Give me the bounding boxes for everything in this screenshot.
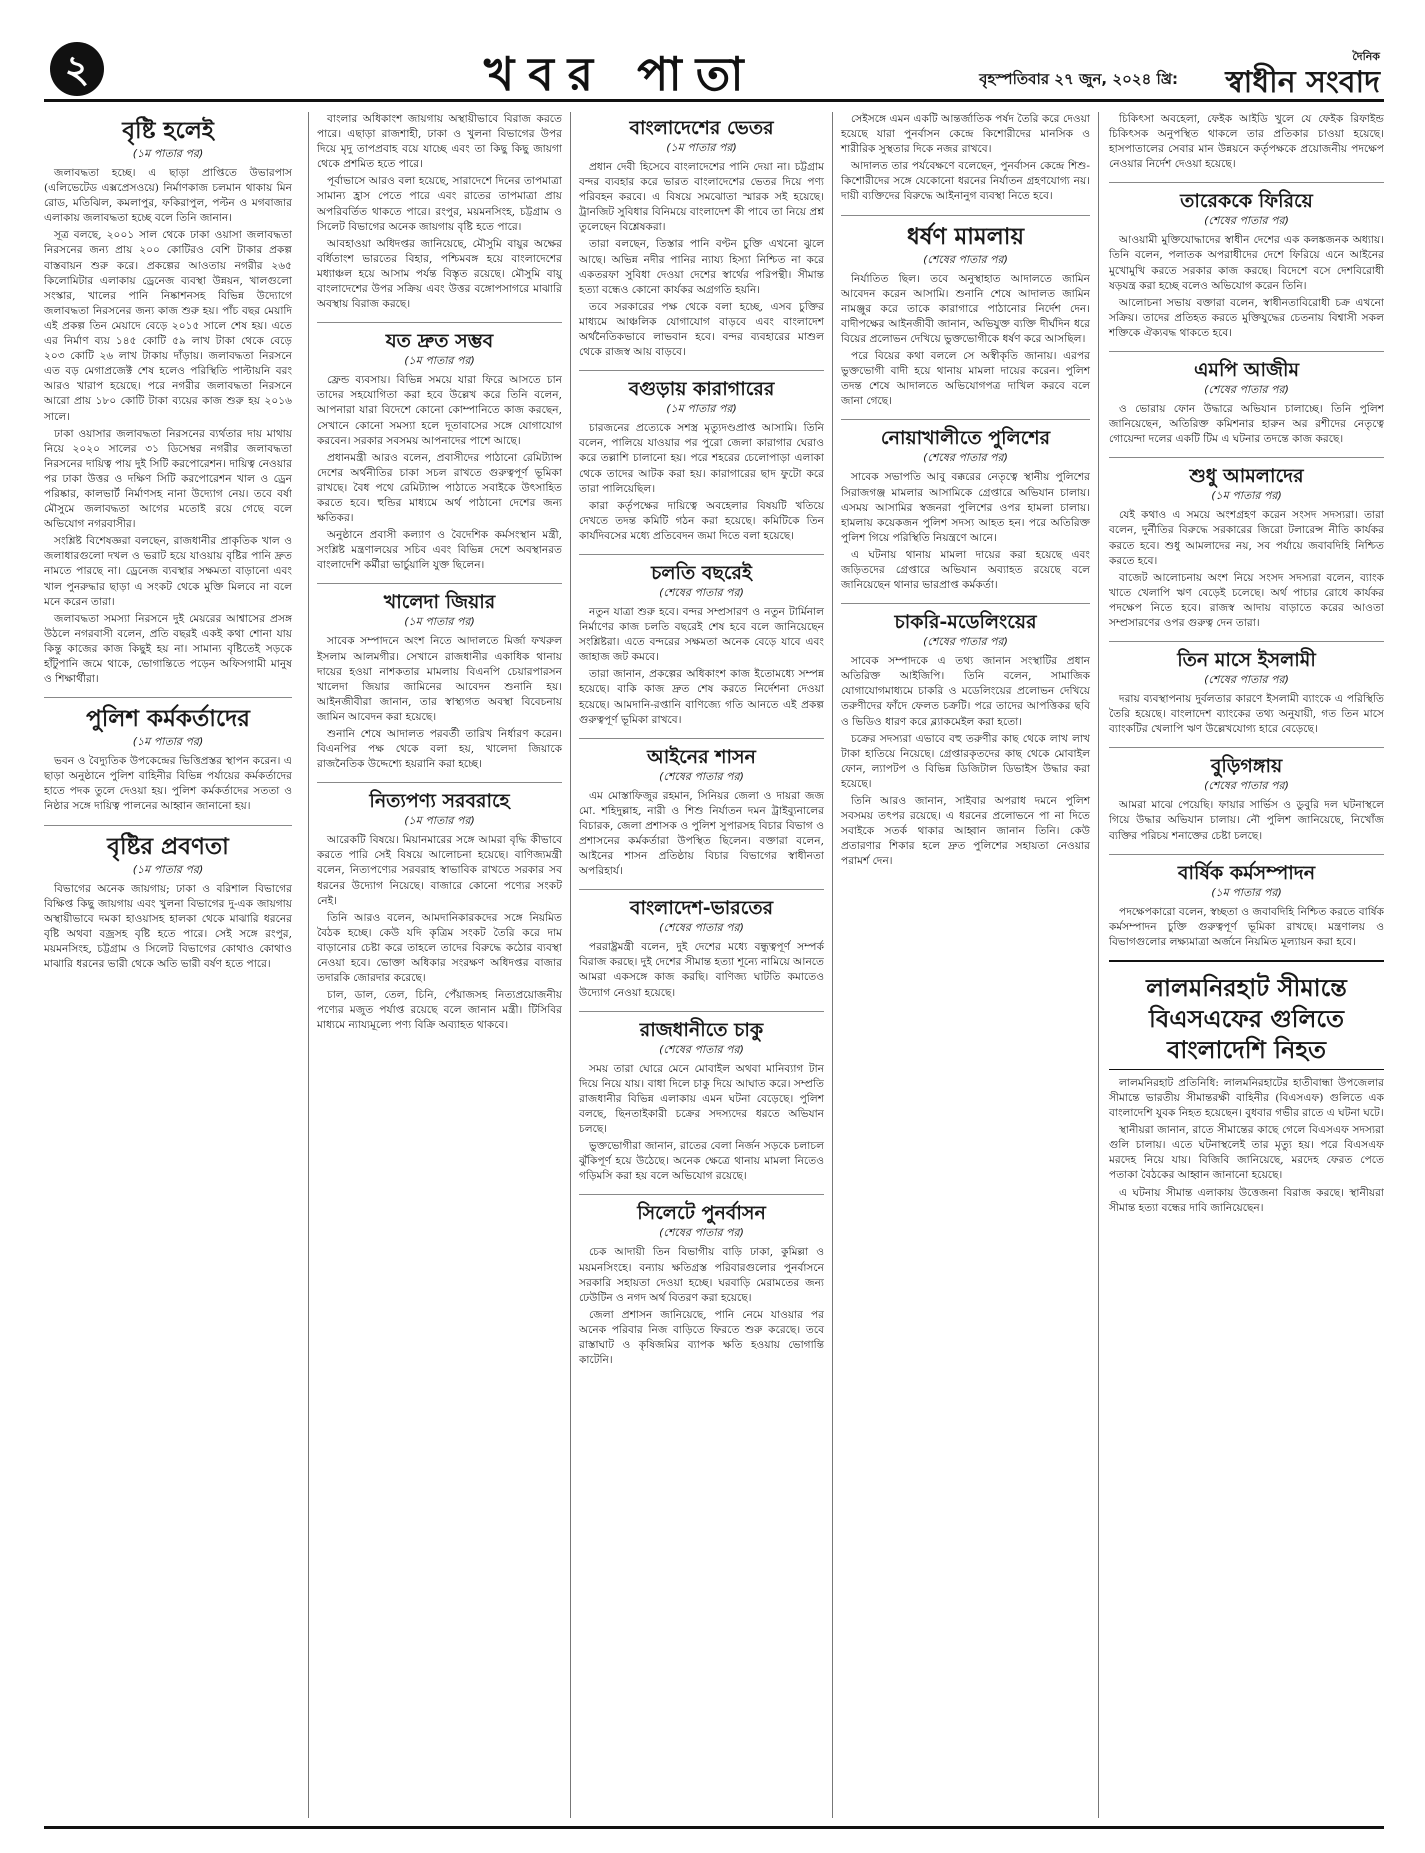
paragraph: তবে সরকারের পক্ষ থেকে বলা হচ্ছে, এসব চুক্তির মাধ্যমে আঞ্চলিক যোগাযোগ বাড়বে এবং বাংলাদেশ অর্থনৈতিকভাবে লাভবান হবে। বন্দর ব্যবহারের মাশুল থেকে রাজস্ব আয় বাড়বে।	[579, 300, 824, 359]
story-body	[1109, 112, 1384, 172]
story-headline: বৃষ্টির প্রবণতা	[107, 832, 229, 860]
story-headline: নিত্যপণ্য সরবরাহে	[369, 790, 510, 813]
divider	[841, 603, 1090, 604]
divider	[1109, 351, 1384, 352]
story-body	[579, 1245, 824, 1368]
story-body	[1109, 402, 1384, 447]
section-title: খবর পাতা	[484, 47, 758, 101]
story-headline: বুড়িগঙ্গায়	[1210, 755, 1283, 778]
paragraph: সংশ্লিষ্ট বিশেষজ্ঞরা বলছেন, রাজধানীর প্রাকৃতিক খাল ও জলাধারগুলো দখল ও ভরাট হয়ে যাওয়ায় বৃষ্টির পানি দ্রুত নামতে পারছে না। ড্রেনেজ ব্যবস্থার সক্ষমতা বাড়ানো এবং খাল পুনরুদ্ধার ছাড়া এ সংকট থেকে মুক্তি মিলবে না বলে মনে করেন তারা।	[44, 535, 292, 608]
story-headline: তিন মাসে ইসলামী	[1177, 649, 1316, 672]
story-bangladesh-india	[579, 896, 824, 1000]
story-headline: খালেদা জিয়ার	[383, 591, 496, 614]
paragraph: এ ঘটনায় থানায় মামলা দায়ের করা হয়েছে এবং জড়িতদের গ্রেপ্তারে অভিযান অব্যাহত রয়েছে বলে জানিয়েছেন থানার ভারপ্রাপ্ত কর্মকর্তা।	[841, 548, 1090, 592]
story-headline: পুলিশ কর্মকর্তাদের	[86, 705, 250, 733]
divider	[1109, 747, 1384, 748]
continuation-note: (শেষের পাতার পর)	[1204, 673, 1289, 687]
bottom-rule	[44, 1826, 1384, 1829]
column-5	[1098, 112, 1384, 1818]
paragraph: নতুন যাত্রা শুরু হবে। বন্দর সম্প্রসারণ ও নতুন টার্মিনাল নির্মাণের কাজ চলতি বছরেই শেষ হবে বলে জানিয়েছেন সংশ্লিষ্টরা। এতে বন্দরের সক্ষমতা অনেক বেড়ে যাবে এবং জাহাজ জট কমবে।	[579, 605, 824, 664]
paragraph: জেলা প্রশাসন জানিয়েছে, পানি নেমে যাওয়ার পর অনেক পরিবার নিজ বাড়িতে ফিরতে শুরু করেছে। তবে রাস্তাঘাট ও কৃষিজমির ব্যাপক ক্ষতি হওয়ায় ভোগান্তি কাটেনি।	[579, 1308, 824, 1367]
story-rain-trend	[44, 832, 292, 973]
story-headline: ধর্ষণ মামলায়	[906, 222, 1025, 250]
story-body	[317, 634, 562, 772]
story-headline: বার্ষিক কর্মসম্পাদন	[1177, 861, 1316, 884]
paragraph: যেই কথাও এ সময়ে অংশগ্রহণ করেন সংসদ সদস্যরা। তারা বলেন, দুর্নীতির বিরুদ্ধে সরকারের জিরো টলারেন্স নীতি কার্যকর করতে হবে। শুধু আমলাদের নয়, সব পর্যায়ে জবাবদিহি নিশ্চিত করতে হবে।	[1109, 509, 1384, 567]
continuation-note: (১ম পাতার পর)	[404, 615, 475, 629]
feature-headline-box	[1109, 960, 1384, 1070]
story-headline: চাকরি-মডেলিংয়ের	[894, 611, 1037, 634]
continuation-note: (শেষের পাতার পর)	[1204, 779, 1289, 793]
paragraph: আরেকটি বিষয়ে। মিয়ানমারের সঙ্গে আমরা বৃদ্ধি কীভাবে করতে পারি সেই বিষয়ে আলোচনা হয়েছে। বাণিজ্যমন্ত্রী বলেন, নিত্যপণ্যের সরবরাহ স্বাভাবিক রাখতে সরকার সব ধরনের উদ্যোগ নিয়েছে। বাজারে কোনো পণ্যের সংকট নেই।	[317, 834, 562, 907]
column-3	[570, 112, 832, 1818]
masthead	[44, 38, 1384, 102]
continuation-note: (শেষের পাতার পর)	[1204, 383, 1289, 397]
story-body	[44, 754, 292, 814]
story-rule-of-law	[579, 745, 824, 880]
story-body	[317, 112, 562, 312]
story-body	[579, 1062, 824, 1185]
paragraph: আমরা মাঝে পেয়েছি। ফায়ার সার্ভিস ও ডুবুরি দল ঘটনাস্থলে গিয়ে উদ্ধার অভিযান চালায়। নৌ পুলিশ জানিয়েছে, নিখোঁজ ব্যক্তির পরিচয় শনাক্তের চেষ্টা চলছে।	[1109, 799, 1384, 842]
story-headline: সিলেটে পুনর্বাসন	[637, 1202, 766, 1225]
feature-headline: লালমনিরহাট সীমান্তে বিএসএফের গুলিতে বাংলাদেশি নিহত	[1146, 972, 1347, 1064]
paragraph: ভবন ও বৈদ্যুতিক উপকেন্দ্রের ভিত্তিপ্রস্তর স্থাপন করেন। এ ছাড়া অনুষ্ঠানে পুলিশ বাহিনীর বিভিন্ন পর্যায়ের কর্মকর্তাদের হাতে পদক তুলে দেওয়া হয়। পুলিশ কর্মকর্তাদের সততা ও নিষ্ঠার সঙ্গে দায়িত্ব পালনের আহ্বান জানানো হয়।	[44, 755, 292, 813]
paragraph: তিনি আরও জানান, সাইবার অপরাধ দমনে পুলিশ সবসময় তৎপর রয়েছে। এ ধরনের প্রলোভনে পা না দিতে সবাইকে সতর্ক থাকার আহ্বান জানান তিনি। কেউ প্রতারণার শিকার হলে দ্রুত পুলিশের সহায়তা নেওয়ার পরামর্শ দেন।	[841, 795, 1090, 868]
paragraph: অনুষ্ঠানে প্রবাসী কল্যাণ ও বৈদেশিক কর্মসংস্থান মন্ত্রী, সংশ্লিষ্ট মন্ত্রণালয়ের সচিব এবং বিভিন্ন দেশে অবস্থানরত বাংলাদেশি কর্মীরা ভার্চুয়ালি যুক্ত ছিলেন।	[317, 529, 562, 572]
story-job-modeling	[841, 610, 1090, 869]
divider	[579, 738, 824, 739]
story-police-officers	[44, 704, 292, 814]
continuation-note: (১ম পাতার পর)	[1211, 885, 1282, 899]
story-islami-bank	[1109, 648, 1384, 737]
paragraph: এম মোস্তাফিজুর রহমান, সিনিয়র জেলা ও দায়রা জজ মো. শহিদুল্লাহ, নারী ও শিশু নির্যাতন দমন ট্রাইব্যুনালের বিচারক, জেলা প্রশাসক ও পুলিশ সুপারসহ বিচার বিভাগ ও প্রশাসনের কর্মকর্তারা উপস্থিত ছিলেন। বক্তারা বলেন, আইনের শাসন প্রতিষ্ঠায় বিচার বিভাগের স্বাধীনতা অপরিহার্য।	[579, 789, 824, 878]
continuation-note: (শেষের পাতার পর)	[923, 451, 1008, 465]
divider	[579, 370, 824, 371]
story-headline: বগুড়ায় কারাগারের	[628, 378, 775, 401]
divider	[579, 889, 824, 890]
story-headline: এমপি আজীম	[1193, 359, 1300, 382]
paragraph: পরে বিয়ের কথা বললে সে অস্বীকৃতি জানায়। এরপর ভুক্তভোগী বাদী হয়ে থানায় মামলা দায়ের করেন। পুলিশ তদন্ত শেষে আদালতে অভিযোগপত্র দাখিল করবে বলে জানা গেছে।	[841, 350, 1090, 408]
story-headline: রাজধানীতে চাকু	[639, 1018, 764, 1041]
column-1	[44, 112, 300, 1818]
newspaper-page	[44, 38, 1384, 1818]
story-rape-case	[841, 222, 1090, 410]
paragraph: চেক আদায়ী তিন বিভাগীয় বাড়ি ঢাকা, কুমিল্লা ও ময়মনসিংহে। বন্যায় ক্ষতিগ্রস্ত পরিবারগুলোর পুনর্বাসনে সরকারি সহায়তা দেওয়া হচ্ছে। ঘরবাড়ি মেরামতের জন্য ঢেউটিন ও নগদ অর্থ বিতরণ করা হয়েছে।	[579, 1246, 824, 1304]
paragraph: চাল, ডাল, তেল, চিনি, পেঁয়াজসহ নিত্যপ্রয়োজনীয় পণ্যের মজুত পর্যাপ্ত রয়েছে বলে জানান মন্ত্রী। টিসিবির মাধ্যমে ন্যায্যমূল্যে পণ্য বিক্রি অব্যাহত থাকবে।	[317, 989, 562, 1032]
story-capital-knife	[579, 1018, 824, 1185]
story-body	[1109, 1076, 1384, 1216]
continuation-note: (শেষের পাতার পর)	[659, 769, 744, 783]
story-hospital-continued	[1109, 112, 1384, 172]
story-body	[841, 654, 1090, 869]
paragraph: লালমনিরহাট প্রতিনিধি: লালমনিরহাটের হাতীবান্ধা উপজেলার সীমান্তে ভারতীয় সীমান্তরক্ষী বাহিনীর (বিএসএফ) গুলিতে এক বাংলাদেশি যুবক নিহত হয়েছেন। বুধবার গভীর রাতে এ ঘটনা ঘটে।	[1109, 1076, 1384, 1120]
paragraph: বাজেট আলোচনায় অংশ নিয়ে সংসদ সদস্যরা বলেন, ব্যাংক খাতে খেলাপি ঋণ বেড়েই চলেছে। অর্থ পাচার রোধে কার্যকর পদক্ষেপ নিতে হবে। রাজস্ব আদায় বাড়াতে করের আওতা সম্প্রসারণের ওপর গুরুত্ব দেন তারা।	[1109, 571, 1384, 629]
story-only-bureaucrats	[1109, 464, 1384, 631]
paragraph: চারজনের প্রত্যেকে সশস্ত্র মৃত্যুদণ্ডপ্রাপ্ত আসামি। তিনি বলেন, পালিয়ে যাওয়ার পর পুরো জেলা কারাগার ঘেরাও করে তল্লাশি চালানো হয়। পরে শহরের চেলোপাড়া এলাকা থেকে তাদের আটক করা হয়। কারাগারের ছাদ ফুটো করে তারা পালিয়েছিল।	[579, 422, 824, 495]
continuation-note: (১ম পাতার পর)	[1211, 489, 1282, 503]
paragraph: পূর্বাভাসে আরও বলা হয়েছে, সারাদেশে দিনের তাপমাত্রা সামান্য হ্রাস পেতে পারে এবং রাতের তাপমাত্রা প্রায় অপরিবর্তিত থাকতে পারে। রংপুর, ময়মনসিংহ, চট্টগ্রাম ও সিলেট বিভাগের অনেক জায়গায় বৃষ্টি হতে পারে।	[317, 175, 562, 233]
paragraph: নির্যাতিত ছিল। তবে অনুস্থাহাত আদালতে জামিন আবেদন করেন আসামি। শুনানি শেষে আদালত জামিন নামঞ্জুর করে তাকে কারাগারে পাঠানোর নির্দেশ দেন। বাদীপক্ষের আইনজীবী জানান, অভিযুক্ত ব্যক্তি দীর্ঘদিন ধরে বিয়ের প্রলোভন দেখিয়ে ভুক্তভোগীকে ধর্ষণ করে আসছিল।	[841, 272, 1090, 345]
continuation-note: (১ম পাতার পর)	[666, 141, 737, 154]
paragraph: জলাবদ্ধতা সমস্যা নিরসনে দুই মেয়রের আশ্বাসের প্রসঙ্গ উঠলে নগরবাসী বলেন, প্রতি বছরই একই কথা শোনা যায় কিন্তু কাজের কাজ কিছুই হয় না। সামান্য বৃষ্টিতেই সড়কে হাঁটুপানি জমে থাকে, ভোগান্তিতে পড়েন অফিসগামী মানুষ ও শিক্ষার্থীরা।	[44, 612, 292, 686]
paragraph: ফ্রেন্ড ব্যবসায়। বিভিন্ন সময়ে যারা ফিরে আসতে চান তাদের সহযোগিতা করা হবে উল্লেখ করে তিনি বলেন, আপনারা যারা বিদেশে কোনো কোম্পানিতে কাজ করছেন, সেখানে কোনো সমস্যা হলে দূতাবাসের সঙ্গে যোগাযোগ করবেন। সরকার সবসময় আপনাদের পাশে আছে।	[317, 374, 562, 447]
story-headline: বাংলাদেশ-ভারতের	[629, 897, 774, 920]
continuation-note: (১ম পাতার পর)	[404, 354, 475, 368]
paragraph: আলোচনা সভায় বক্তারা বলেন, স্বাধীনতাবিরোধী চক্র এখনো সক্রিয়। তাদের প্রতিহত করতে মুক্তিযুদ্ধের চেতনায় বিশ্বাসী সকল শক্তিকে ঐক্যবদ্ধ থাকতে হবে।	[1109, 296, 1384, 339]
paragraph: দরায় ব্যবস্থাপনায় দুর্বলতার কারণে ইসলামী ব্যাংকে এ পরিস্থিতি তৈরি হয়েছে। বাংলাদেশ ব্যাংকের তথ্য অনুযায়ী, গত তিন মাসে ব্যাংকটির খেলাপি ঋণ উল্লেখযোগ্য হারে বেড়েছে।	[1109, 693, 1384, 736]
paragraph: ভুক্তভোগীরা জানান, রাতের বেলা নির্জন সড়কে চলাচল ঝুঁকিপূর্ণ হয়ে উঠেছে। অনেক ক্ষেত্রে থানায় মামলা নিতেও গড়িমসি করা হয় বলে অভিযোগ রয়েছে।	[579, 1140, 824, 1183]
divider	[579, 1194, 824, 1195]
paragraph: কারা কর্তৃপক্ষের দায়িত্বে অবহেলার বিষয়টি খতিয়ে দেখতে তদন্ত কমিটি গঠন করা হয়েছে। কমিটিকে তিন কার্যদিবসের মধ্যে প্রতিবেদন জমা দিতে বলা হয়েছে।	[579, 499, 824, 542]
paragraph: প্রধান দেবী হিসেবে বাংলাদেশের পানি দেয়া না। চট্টগ্রাম বন্দর ব্যবহার করে ভারত বাংলাদেশের ভেতর দিয়ে পণ্য পরিবহন করবে। এ বিষয়ে সমঝোতা স্মারক সই হয়েছে। ট্রানজিট সুবিধার বিনিময়ে বাংলাদেশ কী পাবে তা নিয়ে প্রশ্ন তুলেছেন বিশ্লেষকরা।	[579, 161, 824, 234]
story-body	[44, 166, 292, 687]
page-number-badge: ২	[50, 42, 104, 96]
story-body	[579, 605, 824, 728]
paragraph: এ ঘটনায় সীমান্ত এলাকায় উত্তেজনা বিরাজ করছে। স্থানীয়রা সীমান্ত হত্যা বন্ধের দাবি জানিয়েছেন।	[1109, 1186, 1384, 1214]
story-headline: বাংলাদেশের ভেতর	[629, 117, 774, 139]
story-body	[841, 272, 1090, 410]
column-4	[832, 112, 1098, 1818]
continuation-note: (শেষের পাতার পর)	[923, 635, 1008, 649]
continuation-note: (১ম পাতার পর)	[132, 862, 204, 876]
story-body	[841, 470, 1090, 593]
paragraph: সাবেক সভাপতি আবু বক্করের নেতৃত্বে স্থানীয় পুলিশের সিরাজগঞ্জ মামলার আসামিকে গ্রেপ্তারে অভিযান চালায়। এসময় আসামির স্বজনরা পুলিশের ওপর হামলা চালায়। হামলায় কয়েকজন পুলিশ সদস্য আহত হন। পরে অতিরিক্ত পুলিশ গিয়ে পরিস্থিতি নিয়ন্ত্রণে আনে।	[841, 471, 1090, 544]
story-headline: নোয়াখালীতে পুলিশের	[880, 427, 1051, 450]
story-weather-continued	[317, 112, 562, 312]
paragraph: সময় তারা ঘোরে মেনে মোবাইল অথবা মানিব্যাগ টান দিয়ে নিয়ে যায়। বাধা দিলে চাকু দিয়ে আঘাত করে। সম্প্রতি রাজধানীর বিভিন্ন এলাকায় এমন ঘটনা বেড়েছে। পুলিশ বলছে, ছিনতাইকারী চক্রের সদস্যদের ধরতে অভিযান চলছে।	[579, 1062, 824, 1136]
story-lalmonirhat-border	[1109, 1076, 1384, 1216]
story-body	[579, 789, 824, 880]
continuation-note: (শেষের পাতার পর)	[659, 585, 744, 599]
divider	[1109, 182, 1384, 183]
story-body	[317, 833, 562, 1033]
story-body	[1109, 905, 1384, 950]
divider	[579, 554, 824, 555]
story-bogura-jail	[579, 377, 824, 544]
story-rehab-continued	[841, 112, 1090, 205]
paragraph: চিকিৎসা অবহেলা, ফেইক আইডি খুলে যে ফেইক রিফাইন্ড চিকিৎসক অনুপস্থিত থাকলে তার প্রতিকার চাওয়া হয়েছে। হাসপাতালের সেবার মান উন্নয়নে কর্তৃপক্ষকে প্রয়োজনীয় পদক্ষেপ নেওয়ার নির্দেশ দেওয়া হয়েছে।	[1109, 113, 1384, 171]
divider	[841, 419, 1090, 420]
story-annual-performance	[1109, 861, 1384, 950]
story-headline: বৃষ্টি হলেই	[122, 117, 214, 144]
story-tarek	[1109, 189, 1384, 341]
divider	[1109, 854, 1384, 855]
paragraph: আবহাওয়া অধিদপ্তর জানিয়েছে, মৌসুমি বায়ুর অক্ষের বর্ধিতাংশ ভারতের বিহার, পশ্চিমবঙ্গ হয়ে বাংলাদেশের মধ্যাঞ্চল হয়ে আসাম পর্যন্ত বিস্তৃত রয়েছে। মৌসুমি বায়ু বাংলাদেশের উপর সক্রিয় এবং উত্তর বঙ্গোপসাগরে মাঝারি অবস্থায় বিরাজ করছে।	[317, 237, 562, 311]
story-body	[579, 160, 824, 360]
story-this-year	[579, 561, 824, 728]
story-headline: শুধু আমলাদের	[1189, 465, 1304, 488]
paragraph: শুনানি শেষে আদালত পরবর্তী তারিখ নির্ধারণ করেন। বিএনপির পক্ষ থেকে বলা হয়, খালেদা জিয়াকে রাজনৈতিক উদ্দেশ্যে হয়রানি করা হচ্ছে।	[317, 728, 562, 771]
paragraph: জলাবদ্ধতা হচ্ছে। এ ছাড়া প্রাপ্তিতে উভারপাস (এলিভেটেড এক্সপ্রেসওয়ে) নির্মাণকাজ চলমান থাকায় মিন রোড, মতিঝিল, কমলাপুর, ফকিরাপুল, পল্টন ও মগবাজার এলাকায় জলাবদ্ধতা হচ্ছে বলে তিনি জানান।	[44, 167, 292, 225]
paragraph: তারা জানান, প্রকল্পের অধিকাংশ কাজ ইতোমধ্যে সম্পন্ন হয়েছে। বাকি কাজ দ্রুত শেষ করতে নির্দেশনা দেওয়া হয়েছে। আমদানি-রপ্তানি বাণিজ্যে গতি আনতে এই প্রকল্প গুরুত্বপূর্ণ ভূমিকা রাখবে।	[579, 668, 824, 726]
divider	[841, 215, 1090, 216]
divider	[317, 583, 562, 584]
paragraph: স্থানীয়রা জানান, রাতে সীমান্তের কাছে গেলে বিএসএফ সদস্যরা গুলি চালায়। এতে ঘটনাস্থলেই তার মৃত্যু হয়। পরে বিএসএফ মরদেহ নিয়ে যায়। বিজিবি জানিয়েছে, মরদেহ ফেরত পেতে পতাকা বৈঠকের আহ্বান জানানো হয়েছে।	[1109, 1124, 1384, 1182]
paragraph: ও ভোরায় ফোন উদ্ধারে অভিযান চালাচ্ছে। তিনি পুলিশ জানিয়েছেন, অতিরিক্ত কমিশনার হারুন অর রশীদের নেতৃত্বে গোয়েন্দা দলের একটি টিম এ ঘটনার তদন্তে কাজ করছে।	[1109, 403, 1384, 446]
paragraph: পররাষ্ট্রমন্ত্রী বলেন, দুই দেশের মধ্যে বন্ধুত্বপূর্ণ সম্পর্ক বিরাজ করছে। দুই দেশের সীমান্ত হত্যা শূন্যে নামিয়ে আনতে আমরা একসঙ্গে কাজ করছি। বাণিজ্য ঘাটতি কমাতেও উদ্যোগ নেওয়া হয়েছে।	[579, 941, 824, 999]
story-headline: চলতি বছরেই	[651, 561, 752, 584]
story-body	[579, 421, 824, 544]
continuation-note: (১ম পাতার পর)	[132, 735, 204, 749]
story-mp-azim	[1109, 358, 1384, 447]
story-headline: যত দ্রুত সম্ভব	[385, 330, 494, 353]
paragraph: বাংলার অধিকাংশ জায়গায় অস্থায়ীভাবে বিরাজ করতে পারে। এছাড়া রাজশাহী, ঢাকা ও খুলনা বিভাগের উপর দিয়ে মৃদু তাপপ্রবাহ বয়ে যাচ্ছে এবং তা কিছু কিছু জায়গা থেকে প্রশমিত হতে পারে।	[317, 113, 562, 171]
paragraph: সূত্র বলছে, ২০০১ সাল থেকে ঢাকা ওয়াসা জলাবদ্ধতা নিরসনের জন্য প্রায় ২০০ কোটিরও বেশি টাকার প্রকল্প বাস্তবায়ন শুরু করে। প্রকল্পের আওতায় নগরীর ২৬৫ কিলোমিটার এলাকায় ড্রেনেজ ব্যবস্থা উন্নয়ন, খালগুলো সংস্কার, খালের পানি নিষ্কাশনসহ বিভিন্ন উদ্যোগে জলাবদ্ধতা নিরসনের জন্য কাজ শুরু হয়। পাঁচ বছর মেয়াদি এই প্রকল্প তিন মেয়াদে বেড়ে ২০১৫ সালে শেষ হয়। এতে এর নির্মাণ ব্যয় ১৪৫ কোটি ৫৯ লাখ টাকা থেকে বেড়ে ২০৩ কোটি ২৬ লাখ টাকায় দাঁড়ায়। জলাবদ্ধতা নিরসনে এত বড় মেগাপ্রজেক্ট শেষ হলেও পরিস্থিতি পাল্টায়নি বরং আরও খারাপ হয়েছে। পরে নগরীর জলাবদ্ধতা নিরসনে আরো প্রায় ১৮০ কোটি টাকা ব্যয়ের কাজ শুরু হয় ২০১৬ সালে।	[44, 229, 292, 423]
divider	[317, 322, 562, 323]
brand-tag: দৈনিক	[1352, 50, 1380, 63]
continuation-note: (১ম পাতার পর)	[132, 147, 204, 160]
story-body	[579, 940, 824, 1000]
paragraph: আদালত তার পর্যবেক্ষণে বলেছেন, পুনর্বাসন কেন্দ্রে শিশু-কিশোরীদের সঙ্গে যেকোনো ধরনের নির্যাতন গ্রহণযোগ্য নয়। দায়ী ব্যক্তিদের বিরুদ্ধে আইনানুগ ব্যবস্থা নিতে হবে।	[841, 160, 1090, 203]
paragraph: চক্রের সদস্যরা এভাবে বহু তরুণীর কাছ থেকে লাখ লাখ টাকা হাতিয়ে নিয়েছে। গ্রেপ্তারকৃতদের কাছ থেকে মোবাইল ফোন, ল্যাপটপ ও বিভিন্ন ডিজিটাল ডিভাইস উদ্ধার করা হয়েছে।	[841, 732, 1090, 790]
story-body	[44, 882, 292, 973]
story-headline: তারেককে ফিরিয়ে	[1180, 190, 1313, 213]
paragraph: সেইসঙ্গে এমন একটি আন্তর্জাতিক পর্ষদ তৈরি করে দেওয়া হয়েছে যারা পুনর্বাসন কেন্দ্রে কিশোরীদের মানসিক ও শারীরিক সুস্থতার দিকে নজর রাখবে।	[841, 113, 1090, 156]
continuation-note: (শেষের পাতার পর)	[1204, 214, 1289, 228]
paragraph: তিনি আরও বলেন, আমদানিকারকদের সঙ্গে নিয়মিত বৈঠক হচ্ছে। কেউ যদি কৃত্রিম সংকট তৈরি করে দাম বাড়ানোর চেষ্টা করে তাহলে তাদের বিরুদ্ধে কঠোর ব্যবস্থা নেওয়া হবে। ভোক্তা অধিকার সংরক্ষণ অধিদপ্তর বাজার তদারকি জোরদার করেছে।	[317, 911, 562, 985]
paragraph: তারা বলছেন, তিস্তার পানি বণ্টন চুক্তি এখনো ঝুলে আছে। অভিন্ন নদীর পানির ন্যায্য হিস্যা নিশ্চিত না করে একতরফা সুবিধা দেওয়া দেশের স্বার্থের পরিপন্থী। সীমান্ত হত্যা বন্ধেও কোনো কার্যকর অগ্রগতি হয়নি।	[579, 238, 824, 296]
divider	[1109, 641, 1384, 642]
continuation-note: (শেষের পাতার পর)	[659, 921, 744, 935]
continuation-note: (শেষের পাতার পর)	[659, 1042, 744, 1056]
paper-brand	[1225, 48, 1380, 99]
story-bangladesh-inside	[579, 116, 824, 360]
story-body	[1109, 233, 1384, 341]
story-headline: আইনের শাসন	[647, 745, 756, 768]
story-sylhet-rehab	[579, 1201, 824, 1368]
continuation-note: (শেষের পাতার পর)	[923, 252, 1008, 266]
paragraph: পদক্ষেপকারো বলেন, স্বচ্ছতা ও জবাবদিহি নিশ্চিত করতে বার্ষিক কর্মসম্পাদন চুক্তি গুরুত্বপূর্ণ ভূমিকা রাখছে। মন্ত্রণালয় ও বিভাগগুলোর লক্ষ্যমাত্রা অর্জনে নিয়মিত মূল্যায়ন করা হবে।	[1109, 905, 1384, 948]
divider	[44, 697, 292, 698]
continuation-note: (শেষের পাতার পর)	[659, 1226, 744, 1240]
continuation-note: (১ম পাতার পর)	[666, 402, 737, 416]
divider	[1109, 457, 1384, 458]
paragraph: ঢাকা ওয়াসার জলাবদ্ধতা নিরসনের ব্যর্থতার দায় মাথায় নিয়ে ২০২০ সালের ৩১ ডিসেম্বর নগরীর জলাবদ্ধতা নিরসনের দায়িত্ব পায় দুই সিটি করপোরেশন। দায়িত্ব নেওয়ার পর ঢাকা উত্তর ও দক্ষিণ সিটি করপোরেশন খাল ও ড্রেন পরিষ্কার, কালভার্ট নির্মাণসহ নানা উদ্যোগ নেয়। তবে বর্ষা মৌসুমে জলাবদ্ধতা আগের মতোই রয়ে গেছে বলে অভিযোগ নগরবাসীর।	[44, 427, 292, 531]
story-noakhali-police	[841, 426, 1090, 593]
story-brishti-holei	[44, 116, 292, 687]
story-buriganga	[1109, 754, 1384, 843]
story-joto-druto	[317, 329, 562, 573]
divider	[44, 825, 292, 826]
divider	[579, 1011, 824, 1012]
brand-name: স্বাধীন সংবাদ	[1225, 65, 1380, 100]
continuation-note: (১ম পাতার পর)	[404, 814, 475, 828]
story-body	[841, 112, 1090, 205]
story-body	[1109, 692, 1384, 737]
story-khaleda-zia	[317, 590, 562, 772]
story-commodity-supply	[317, 789, 562, 1033]
column-2	[308, 112, 570, 1818]
divider	[317, 782, 562, 783]
story-body	[317, 373, 562, 573]
paragraph: সাবেক সম্পাদকে এ তথ্য জানান সংস্থাটির প্রধান অতিরিক্ত আইজিপি। তিনি বলেন, সামাজিক যোগাযোগমাধ্যমে চাকরি ও মডেলিংয়ের প্রলোভন দেখিয়ে তরুণীদের ফাঁদে ফেলত চক্রটি। পরে তাদের আপত্তিকর ছবি ও ভিডিও ধারণ করে ব্ল্যাকমেইল করা হতো।	[841, 655, 1090, 728]
issue-date: বৃহস্পতিবার ২৭ জুন, ২০২৪ খ্রি:	[979, 70, 1178, 88]
paragraph: আওয়ামী মুক্তিযোদ্ধাদের স্বাধীন দেশের এক কলঙ্কজনক অধ্যায়। তিনি বলেন, পলাতক অপরাধীদের দেশে ফিরিয়ে এনে আইনের মুখোমুখি করতে সরকার কাজ করছে। বিদেশে বসে দেশবিরোধী ষড়যন্ত্র করা হচ্ছে বলেও অভিযোগ করেন তিনি।	[1109, 234, 1384, 292]
paragraph: প্রধানমন্ত্রী আরও বলেন, প্রবাসীদের পাঠানো রেমিট্যান্স দেশের অর্থনীতির চাকা সচল রাখতে গুরুত্বপূর্ণ ভূমিকা রাখছে। বৈধ পথে রেমিট্যান্স পাঠাতে সবাইকে উৎসাহিত করতে হবে। হুন্ডির মাধ্যমে অর্থ পাঠানো দেশের জন্য ক্ষতিকর।	[317, 451, 562, 525]
paragraph: সাবেক সম্পাদনে অংশ নিতে আদালতে মির্জা ফখরুল ইসলাম আলমগীর। সেখানে রাজধানীর একাধিক থানায় দায়ের হওয়া নাশকতার মামলায় বিএনপি চেয়ারপারসন খালেদা জিয়ার জামিনের আবেদন শুনানি হয়। আইনজীবীরা জানান, তার স্বাস্থ্যগত অবস্থা বিবেচনায় জামিন আবেদন করা হয়েছে।	[317, 635, 562, 723]
story-body	[1109, 508, 1384, 631]
paragraph: বিভাগের অনেক জায়গায়; ঢাকা ও বরিশাল বিভাগের বিক্ষিপ্ত কিছু জায়গায় এবং খুলনা বিভাগের দু-এক জায়গায় অস্থায়ীভাবে দমকা হাওয়াসহ হালকা থেকে মাঝারি ধরনের বৃষ্টি অথবা বজ্রসহ বৃষ্টি হতে পারে। সেই সঙ্গে রংপুর, ময়মনসিংহ, চট্টগ্রাম ও সিলেট বিভাগের কোথাও কোথাও মাঝারি ধরনের ভারী থেকে অতি ভারী বর্ষণ হতে পারে।	[44, 882, 292, 971]
columns	[44, 112, 1384, 1818]
story-body	[1109, 798, 1384, 843]
